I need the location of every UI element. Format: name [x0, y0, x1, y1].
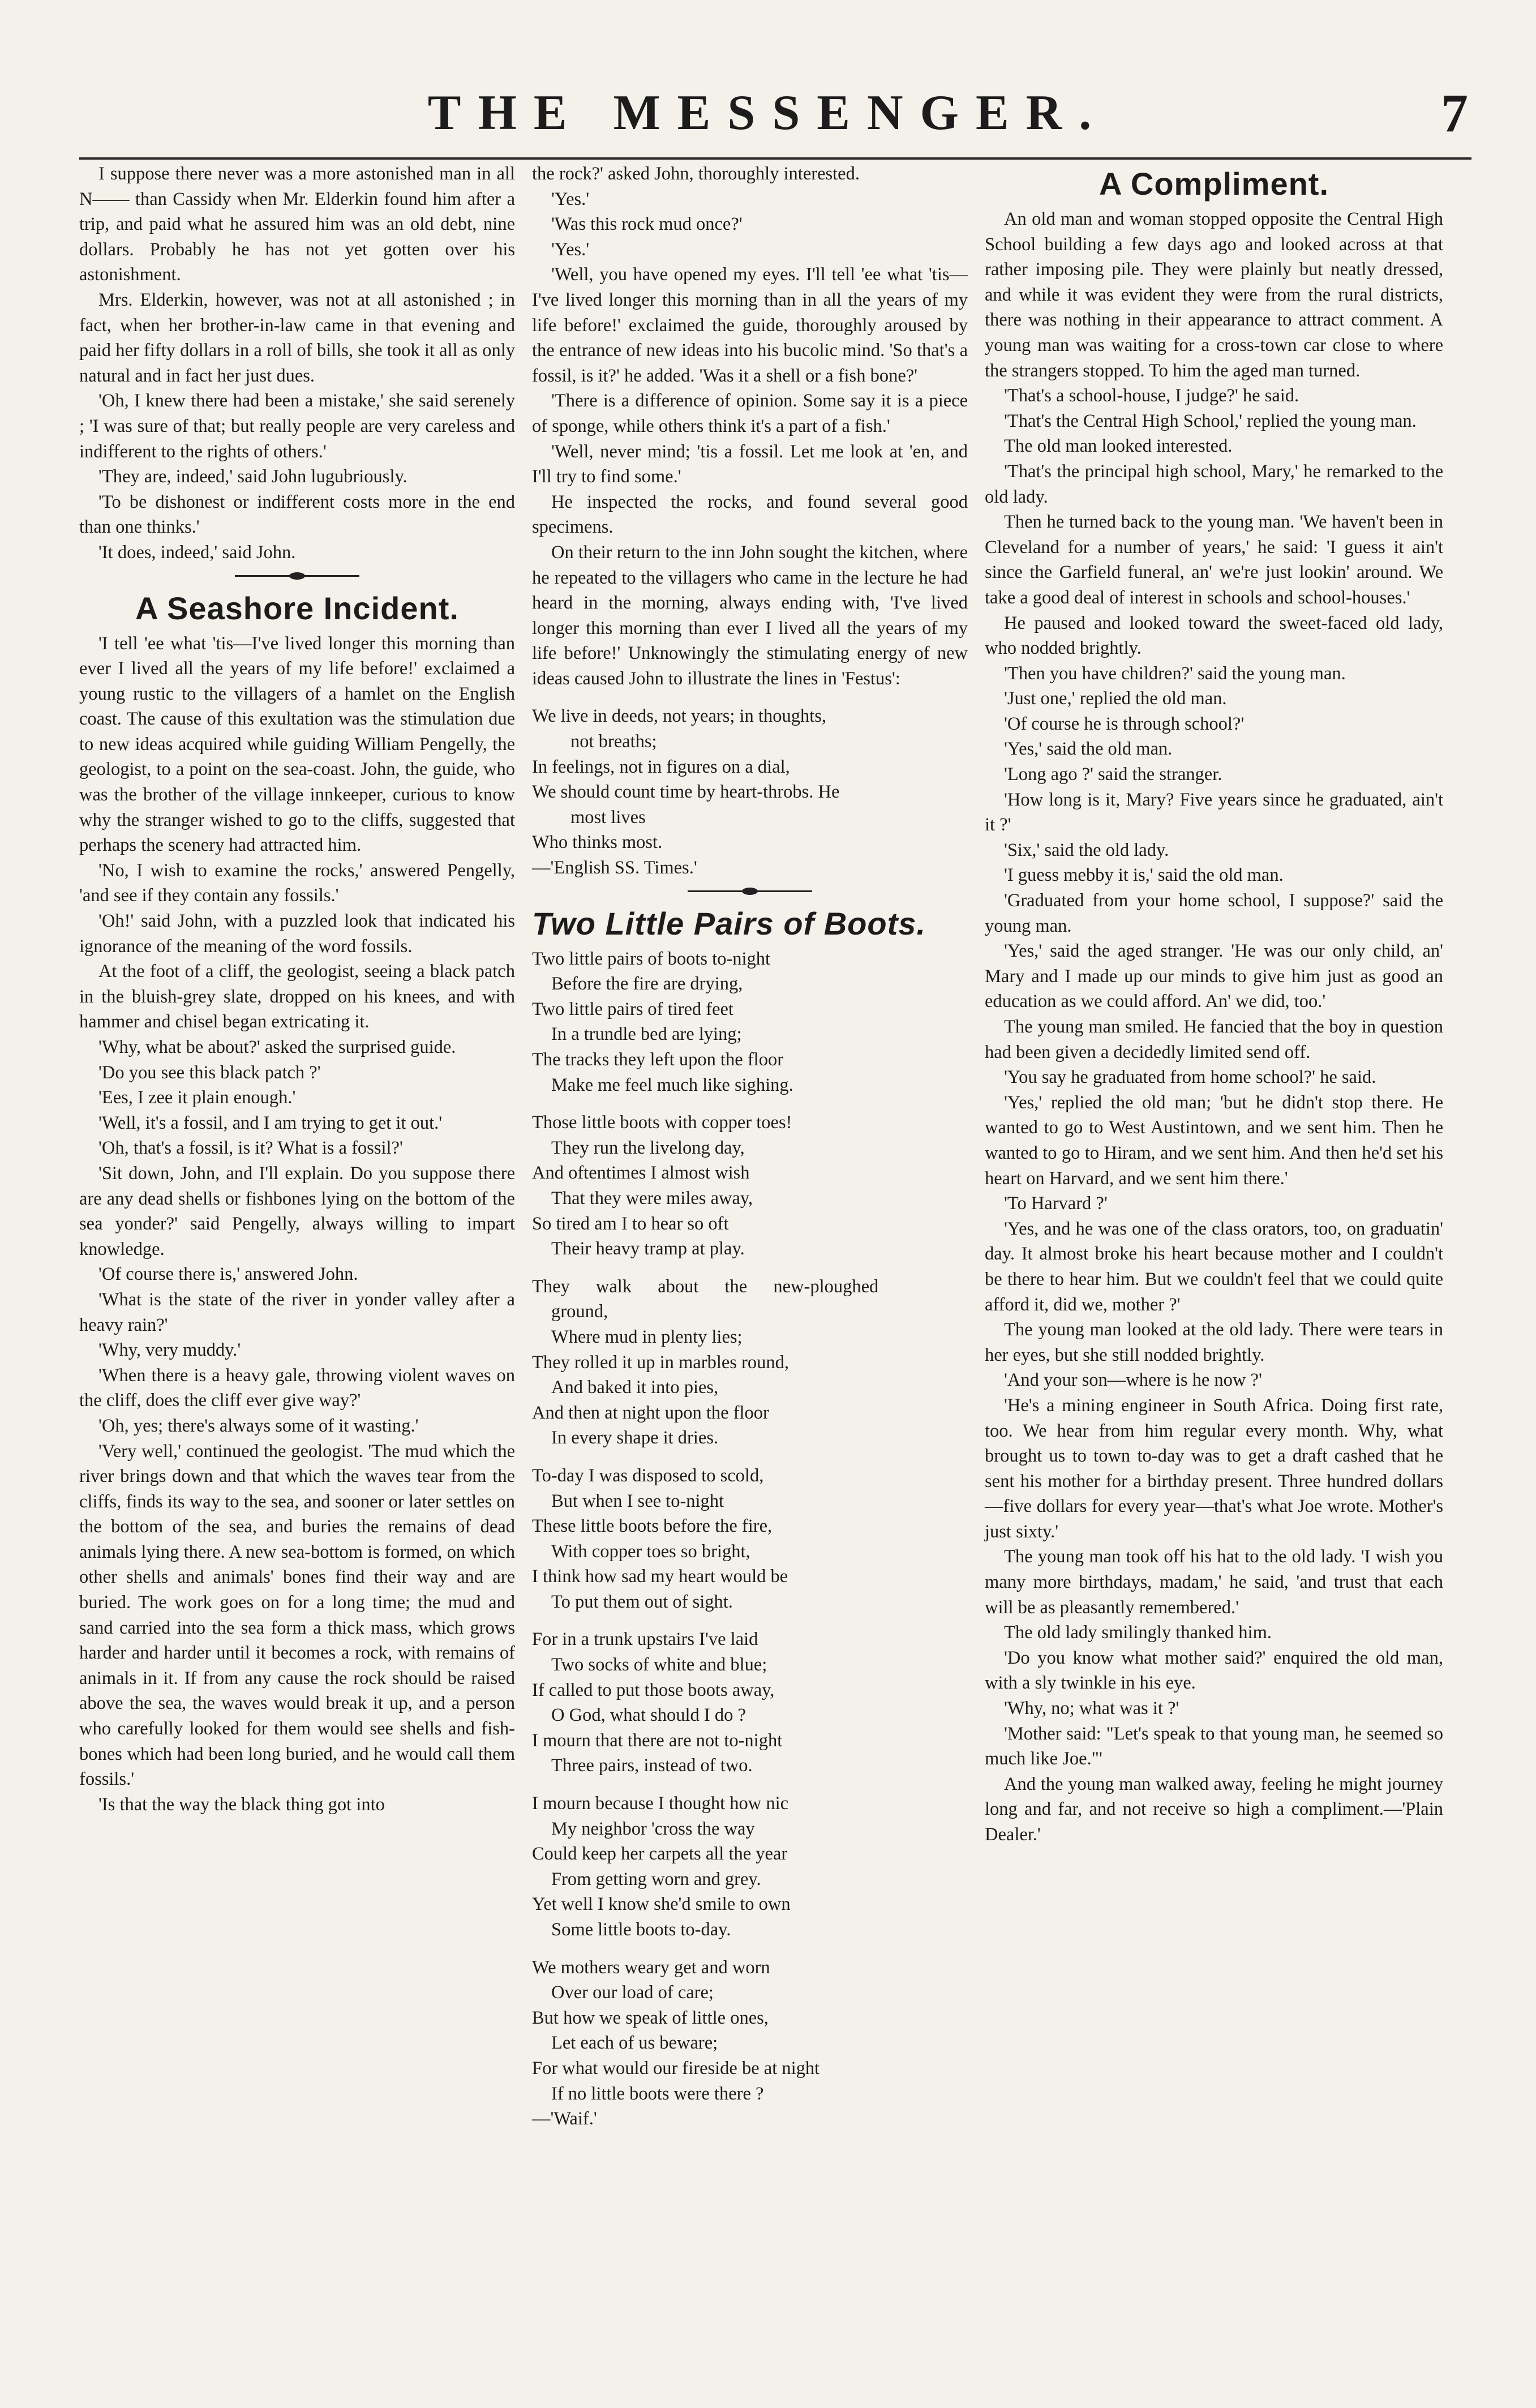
article-paragraph: 'Well, you have opened my eyes. I'll tell 'ee what 'tis—I've lived longer this morning than in all the years of my life before!' exclaimed the guide, thoroughly aroused by the entrance of new ideas into his bucolic mind. 'So that's a fossil, is it?' he added. 'Was it a shell or a fish bone?': [532, 264, 968, 386]
article-paragraph: 'Graduated from your home school, I suppose?' said the young man.: [985, 890, 1443, 936]
article-paragraph: The old lady smilingly thanked him.: [1004, 1622, 1272, 1643]
quote-line: We should count time by heart-throbs. He: [532, 782, 840, 803]
poem-line: Three pairs, instead of two.: [551, 1755, 753, 1776]
poem-line: The tracks they left upon the floor: [532, 1049, 784, 1070]
article-paragraph: 'Yes,' said the old man.: [1004, 739, 1173, 760]
poem-line: They run the livelong day,: [551, 1137, 745, 1158]
poem-line: So tired am I to hear so oft: [532, 1213, 729, 1234]
column-2: [532, 161, 968, 2132]
article-paragraph: 'It does, indeed,' said John.: [98, 542, 296, 563]
article-paragraph: 'Why, what be about?' asked the surprised guide.: [98, 1037, 456, 1057]
festus-quote: [532, 704, 968, 880]
poem-line: Two little pairs of tired feet: [532, 999, 734, 1019]
article-paragraph: 'What is the state of the river in yonder valley after a heavy rain?': [79, 1289, 515, 1335]
article-paragraph: 'I guess mebby it is,' said the old man.: [1004, 865, 1284, 886]
article-paragraph: 'When there is a heavy gale, throwing violent waves on the cliff, does the cliff ever give way?': [79, 1365, 515, 1411]
article-paragraph: 'Yes.': [551, 239, 590, 260]
poem-line: And baked it into pies,: [551, 1377, 719, 1398]
article-paragraph: I suppose there never was a more astonished man in all N—— than Cassidy when Mr. Elderkin found him after a trip, and paid what he assured him was an old debt, nine dollars. Probably he has not yet gotten over his astonishment.: [79, 164, 515, 285]
poem-line: And then at night upon the floor: [532, 1402, 769, 1423]
article-paragraph: 'You say he graduated from home school?' he said.: [1004, 1067, 1376, 1088]
article-paragraph: 'Six,' said the old lady.: [1004, 839, 1169, 860]
article-paragraph: 'There is a difference of opinion. Some say it is a piece of sponge, while others think it's a part of a fish.': [532, 391, 968, 436]
poem-line: They walk about the new-ploughed: [532, 1276, 879, 1297]
article-paragraph: The young man took off his hat to the old lady. 'I wish you many more birthdays, madam,' he said, 'and trust that each will be as pleasantly remembered.': [985, 1546, 1443, 1618]
article-paragraph: An old man and woman stopped opposite the Central High School building a few days ago and looked across at that rather imposing pile. They were plainly but neatly dressed, and while it was evident they were from the rural districts, there was nothing in their appearance to attract comment. A young man was waiting for a cross-town car close to where the strangers stopped. To him the aged man turned.: [985, 209, 1443, 381]
article-paragraph: 'Yes,' said the aged stranger. 'He was our only child, an' Mary and I made up our minds to give him just as good an education as we could afford. An' we did, too.': [985, 941, 1443, 1012]
article-paragraph: And the young man walked away, feeling he might journey long and far, and not receive so high a compliment.—'Plain Dealer.': [985, 1773, 1443, 1845]
article-paragraph: 'Why, very muddy.': [98, 1340, 241, 1361]
poem-line: But how we speak of little ones,: [532, 2007, 769, 2028]
article-paragraph: the rock?' asked John, thoroughly interested.: [532, 164, 860, 184]
poem-line: We mothers weary get and worn: [532, 1957, 770, 1978]
poem-line: I mourn because I thought how nic: [532, 1793, 789, 1814]
poem-line: They rolled it up in marbles round,: [532, 1352, 790, 1373]
poem-line: Two socks of white and blue;: [551, 1655, 767, 1676]
poem-line: If called to put those boots away,: [532, 1679, 775, 1700]
article-paragraph: Mrs. Elderkin, however, was not at all astonished ; in fact, when her brother-in-law came in that evening and paid her fifty dollars in a roll of bills, she took it all as only natural and in fact her just dues.: [79, 289, 515, 386]
poem-line: Make me feel much like sighing.: [551, 1074, 793, 1095]
quote-line: We live in deeds, not years; in thoughts,: [532, 706, 826, 727]
article-paragraph: 'Long ago ?' said the stranger.: [1004, 764, 1222, 785]
article-paragraph: 'How long is it, Mary? Five years since he graduated, ain't it ?': [985, 789, 1443, 835]
poem-line: For in a trunk upstairs I've laid: [532, 1629, 758, 1650]
poem-line: For what would our fireside be at night: [532, 2058, 820, 2079]
poem-line: That they were miles away,: [551, 1188, 753, 1209]
poem-line: These little boots before the fire,: [532, 1516, 773, 1537]
poem-line: My neighbor 'cross the way: [551, 1818, 755, 1839]
poem-line: ground,: [551, 1301, 608, 1322]
article-paragraph: 'That's a school-house, I judge?' he said.: [1004, 385, 1299, 406]
poem-attribution: —'Waif.': [532, 2109, 597, 2130]
article-paragraph: On their return to the inn John sought the kitchen, where he repeated to the villagers who came in the lecture he had heard in the morning, always ending with, 'I've lived longer this morning than ever I lived all the years of my life before!' Unknowingly the stimulating energy of new ideas caused John to illustrate the lines in 'Festus':: [532, 542, 968, 689]
headline-a-compliment: A Compliment.: [1099, 166, 1329, 202]
headline-two-little-pairs-of-boots: Two Little Pairs of Boots.: [532, 905, 926, 941]
newspaper-title: THE MESSENGER.: [427, 85, 1109, 140]
article-paragraph: 'They are, indeed,' said John lugubriously.: [98, 466, 407, 487]
poem-line: Two little pairs of boots to-night: [532, 948, 771, 969]
poem-line: Could keep her carpets all the year: [532, 1844, 788, 1865]
article-paragraph: 'Of course there is,' answered John.: [98, 1264, 358, 1285]
article-paragraph: 'Ees, I zee it plain enough.': [98, 1087, 296, 1108]
column-3: [985, 161, 1443, 1848]
quote-line: In feelings, not in figures on a dial,: [532, 756, 790, 777]
poem-line: To put them out of sight.: [551, 1591, 733, 1612]
poem-line: To-day I was disposed to scold,: [532, 1465, 764, 1486]
quote-line: most lives: [570, 807, 646, 828]
quote-attribution: —'English SS. Times.': [532, 858, 697, 879]
article-paragraph: 'Is that the way the black thing got into: [98, 1794, 385, 1815]
article-paragraph: The young man looked at the old lady. There were tears in her eyes, but she still nodded brightly.: [985, 1319, 1443, 1365]
page-number: 7: [1441, 83, 1468, 143]
poem-line: From getting worn and grey.: [551, 1869, 761, 1889]
poem-line: I mourn that there are not to-night: [532, 1730, 783, 1751]
article-paragraph: 'Was this rock mud once?': [551, 214, 743, 235]
article-paragraph: 'Sit down, John, and I'll explain. Do you suppose there are any dead shells or fishbones lying on the bottom of the sea yonder?' said Pengelly, always willing to impart knowledge.: [79, 1163, 515, 1259]
section-divider: [532, 884, 968, 898]
article-paragraph: 'To Harvard ?': [1004, 1193, 1108, 1214]
article-paragraph: 'Oh!' said John, with a puzzled look that indicated his ignorance of the meaning of the word fossils.: [79, 911, 515, 957]
article-paragraph: He paused and looked toward the sweet-faced old lady, who nodded brightly.: [985, 612, 1443, 659]
article-paragraph: 'That's the Central High School,' replied the young man.: [1004, 410, 1417, 431]
poem: [532, 946, 968, 2132]
poem-line: Where mud in plenty lies;: [551, 1326, 743, 1347]
article-paragraph: 'Then you have children?' said the young man.: [1004, 663, 1346, 684]
masthead: [0, 79, 1536, 153]
article-paragraph: 'Yes.': [551, 188, 590, 209]
article-paragraph: 'Of course he is through school?': [1004, 713, 1245, 734]
article-paragraph: 'Well, never mind; 'tis a fossil. Let me look at 'en, and I'll try to find some.': [532, 441, 968, 487]
article-paragraph: 'Oh, I knew there had been a mistake,' she said serenely ; 'I was sure of that; but really people are very careless and indifferent to the rights of others.': [79, 391, 515, 462]
poem-line: Those little boots with copper toes!: [532, 1112, 792, 1133]
quote-line: Who thinks most.: [532, 832, 663, 853]
article-paragraph: Then he turned back to the young man. 'We haven't been in Cleveland for a number of years,' he said: 'I guess it ain't since the Garfield funeral, an' we're just lookin' around. We take a good deal of interest in schools and school-houses.': [985, 512, 1443, 608]
article-paragraph: 'Oh, yes; there's always some of it wasting.': [98, 1415, 419, 1436]
article-paragraph: He inspected the rocks, and found several good specimens.: [532, 491, 968, 538]
headline-seashore-incident: A Seashore Incident.: [135, 590, 459, 626]
article-paragraph: 'He's a mining engineer in South Africa. Doing first rate, too. We hear from him regular every month. Why, what brought us to town to-day was to get a draft cashed that he sent his mother for a birthday present. Three hundred dollars—five dollars for every year—that's what Joe wrote. Mother's just sixty.': [985, 1395, 1443, 1542]
poem-line: Their heavy tramp at play.: [551, 1239, 745, 1259]
article-paragraph: 'Yes,' replied the old man; 'but he didn't stop there. He wanted to go to West Austintown, and we sent him. Then he wanted to go to Hiram, and we sent him. And then he'd set his heart on Harvard, and we sent him there.': [985, 1092, 1443, 1189]
article-paragraph: The old man looked interested.: [1004, 436, 1233, 457]
poem-line: Some little boots to-day.: [551, 1919, 731, 1940]
poem-line: O God, what should I do ?: [551, 1705, 746, 1726]
article-paragraph: 'Mother said: "Let's speak to that young man, he seemed so much like Joe."': [985, 1723, 1443, 1769]
article-paragraph: 'Well, it's a fossil, and I am trying to get it out.': [98, 1112, 443, 1133]
article-paragraph: 'Do you see this black patch ?': [98, 1062, 321, 1083]
article-paragraph: 'And your son—where is he now ?': [1004, 1370, 1262, 1391]
article-paragraph: 'Oh, that's a fossil, is it? What is a fossil?': [98, 1138, 403, 1159]
poem-line: In every shape it dries.: [551, 1428, 719, 1449]
quote-line: not breaths;: [570, 731, 657, 752]
poem-line: Over our load of care;: [551, 1982, 714, 2003]
poem-line: Let each of us beware;: [551, 2033, 718, 2054]
poem-line: Yet well I know she'd smile to own: [532, 1894, 791, 1915]
poem-line: In a trundle bed are lying;: [551, 1024, 742, 1045]
poem-line: Before the fire are drying,: [551, 974, 743, 995]
section-divider: [79, 569, 515, 582]
article-paragraph: 'Very well,' continued the geologist. 'The mud which the river brings down and that which the waves tear from the cliffs, finds its way to the sea, and sooner or later settles on the bottom of the sea, and buries the remains of dead animals lying there. A new sea-bottom is formed, on which other shells and animals' bones find their way and are buried. The work goes on for a long time; the mud and sand carried into the sea form a thick mass, which grows harder and harder until it becomes a rock, with remains of animals in it. If from any cause the rock should be raised above the sea, the waves would break it up, and a person who carefully looked for them would see shells and fish-bones which had been long buried, and he would call them fossils.': [79, 1441, 515, 1790]
poem-line: I think how sad my heart would be: [532, 1566, 788, 1587]
poem-line: If no little boots were there ?: [551, 2083, 764, 2104]
article-paragraph: The young man smiled. He fancied that the boy in question had been given a decidedly limited send off.: [985, 1017, 1443, 1062]
article-paragraph: 'To be dishonest or indifferent costs more in the end than one thinks.': [79, 491, 515, 538]
article-paragraph: 'I tell 'ee what 'tis—I've lived longer this morning than ever I lived all the years of my life before!' exclaimed a young rustic to the villagers of a hamlet on the English coast. The cause of this exultation was the stimulation due to new ideas acquired while guiding William Pengelly, the geologist, to a point on the sea-coast. John, the guide, who was the brother of the village innkeeper, curious to know why the stranger wished to go to the cliffs, suggested that perhaps the scenery had attracted him.: [79, 633, 515, 856]
article-paragraph: 'Yes, and he was one of the class orators, too, on graduatin' day. It almost broke his heart because mother and I couldn't be there to hear him. But we couldn't feel that we could quite afford it, did we, mother ?': [985, 1218, 1443, 1315]
article-paragraph: 'Do you know what mother said?' enquired the old man, with a sly twinkle in his eye.: [985, 1647, 1443, 1694]
column-1: [79, 161, 515, 1817]
article-paragraph: 'Why, no; what was it ?': [1004, 1698, 1179, 1719]
poem-line: With copper toes so bright,: [551, 1541, 750, 1562]
masthead-rule: [79, 157, 1471, 160]
article-paragraph: 'Just one,' replied the old man.: [1004, 688, 1227, 709]
poem-line: And oftentimes I almost wish: [532, 1163, 750, 1184]
article-paragraph: 'No, I wish to examine the rocks,' answered Pengelly, 'and see if they contain any fossils.': [79, 860, 515, 906]
article-paragraph: At the foot of a cliff, the geologist, seeing a black patch in the bluish-grey slate, dropped on his knees, and with hammer and chisel began extricating it.: [79, 961, 515, 1032]
article-paragraph: 'That's the principal high school, Mary,' he remarked to the old lady.: [985, 461, 1443, 507]
poem-line: But when I see to-night: [551, 1490, 724, 1511]
